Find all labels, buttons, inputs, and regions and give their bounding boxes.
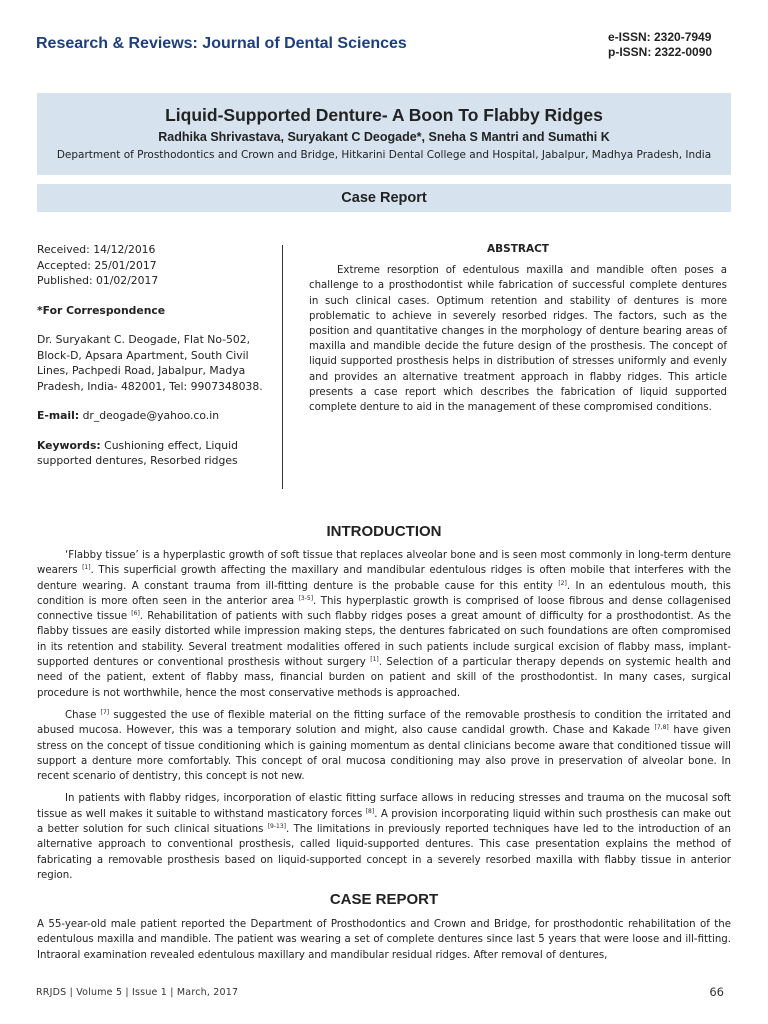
introduction-paragraph-1: ‘Flabby tissue’ is a hyperplastic growth of soft tissue that replaces alveolar bone and is seen most commonly in long-term denture wearers [1]. This superficial growth affecting the maxillary and mandibular edentulous ridges is often mobile that interferes with the denture wearing. A constant trauma from ill-fitting denture is the probable cause for this entity [2]. In an edentulous mouth, this condition is more often seen in the anterior area [3-5]. This hyperplastic growth is comprised of loose fibrous and dense collagenised connective tissue [6]. Rehabilitation of patients with such flabby ridges poses a great amount of difficulty for a prosthodontist. As the flabby tissues are easily distorted while impression making steps, the dentures fabricated on such foundations are often compromised in its retention and stability. Several treatment modalities offered in such patients include surgical excision of flabby mass, implant-supported dentures or conventional prosthesis without surgery [1]. Selection of a particular therapy depends on systemic health and need of the patient, extent of flabby mass, financial burden on patient and skill of the prosthodontist. In many cases, surgical procedure is not worthwhile, hence the most conservative methods is approached. <box>37 550 731 699</box>
correspondence-block <box>37 303 263 319</box>
keywords-block <box>37 438 263 469</box>
citation: [9-13] <box>267 823 287 831</box>
case-report-body <box>37 917 731 970</box>
email-block <box>37 408 263 424</box>
citation: [1] <box>82 564 91 572</box>
citation: [7,8] <box>654 724 669 732</box>
pissn: p-ISSN: 2322-0090 <box>608 45 713 59</box>
abstract-heading: ABSTRACT <box>487 243 549 255</box>
keywords-text: Cushioning effect, Liquid supported dentures, Resorbed ridges <box>37 438 238 467</box>
journal-title: Research & Reviews: Journal of Dental Sciences <box>36 35 407 52</box>
correspondence-address: Dr. Suryakant C. Deogade, Flat No-502, Block-D, Apsara Apartment, South Civil Lines, Pachpedi Road, Jabalpur, Madya Pradesh, India- 482001, Tel: 9907348038. <box>37 333 263 393</box>
case-report-heading: CASE REPORT <box>329 891 439 908</box>
abstract-text: Extreme resorption of edentulous maxilla and mandible often poses a challenge to a prosthodontist while fabrication of successful complete dentures in such clinical cases. Optimum retention and stability of dentures is more problematic to achieve in severely resorbed ridges. The factors, such as the position and quantitative changes in the morphology of denture bearing areas of maxilla and mandible decide the future design of the prosthesis. The concept of liquid supported prosthesis helps in distribution of stresses uniformly and evenly and provides an alternative treatment approach in flabby ridges. This article presents a case report which describes the fabrication of liquid supported complete denture to aid in the management of these compromised conditions. <box>309 265 727 414</box>
issn-block <box>608 30 728 60</box>
introduction-heading: INTRODUCTION <box>326 523 442 540</box>
citation: [1] <box>370 656 379 664</box>
introduction-body <box>37 548 731 890</box>
correspondence-label: *For Correspondence <box>37 303 166 317</box>
citation: [8] <box>365 807 375 815</box>
article-title: Liquid-Supported Denture- A Boon To Flabby Ridges <box>165 105 603 125</box>
title-box <box>37 93 731 175</box>
affiliation: Department of Prosthodontics and Crown and Bridge, Hitkarini Dental College and Hospital, Jabalpur, Madhya Pradesh, India <box>56 149 712 161</box>
citation: [6] <box>131 610 140 618</box>
citation: [3-5] <box>298 594 314 602</box>
published-date: Published: 01/02/2017 <box>37 274 159 287</box>
citation: [2] <box>558 579 567 587</box>
authors: Radhika Shrivastava, Suryakant C Deogade*, Sneha S Mantri and Sumathi K <box>158 130 610 144</box>
introduction-paragraph-2: Chase [7] suggested the use of flexible material on the fitting surface of the removable prosthesis to condition the irritated and abused mucosa. However, this was a temporary solution and might, also cause candidal growth. Chase and Kakade [7,8] have given stress on the concept of tissue conditioning which is gaining momentum as dental clinicians become aware that conditioned tissue will support a denture more comfortably. This concept of oral mucosa conditioning may also prove in preservation of alveolar bone. In recent scenario of dentistry, this concept is not new. <box>37 708 731 783</box>
email-address[interactable]: dr_deogade@yahoo.co.in <box>82 409 220 422</box>
article-info-column <box>37 242 263 483</box>
keywords-label: Keywords: <box>37 438 101 452</box>
abstract <box>309 242 727 415</box>
received-date: Received: 14/12/2016 <box>37 243 156 256</box>
email-label: E-mail: <box>37 409 80 422</box>
column-divider <box>282 245 283 489</box>
article-type: Case Report <box>341 190 427 206</box>
footer-citation: RRJDS | Volume 5 | Issue 1 | March, 2017 <box>36 987 239 998</box>
dates-block <box>37 242 263 289</box>
page-number: 66 <box>709 985 724 999</box>
accepted-date: Accepted: 25/01/2017 <box>37 258 157 272</box>
address-block <box>37 332 263 394</box>
introduction-paragraph-3: In patients with flabby ridges, incorporation of elastic fitting surface allows in reducing stresses and trauma on the mucosal soft tissue as well makes it suitable to withstand masticatory forces [8]. A provision incorporating liquid within such prosthesis can make out a better solution for such clinical situations [9-13]. The limitations in previously reported techniques have led to the introduction of an alternative approach to conventional prosthesis, called liquid-supported dentures. This case presentation explains the method of fabricating a removable prosthesis based on liquid-supported concept in a severely resorbed maxilla with flabby tissue in anterior region. <box>37 793 732 881</box>
eissn: e-ISSN: 2320-7949 <box>608 30 712 44</box>
citation: [7] <box>100 708 110 716</box>
case-report-paragraph-1: A 55-year-old male patient reported the Department of Prosthodontics and Crown and Bridge, for prosthodontic rehabilitation of the edentulous maxilla and mandible. The patient was wearing a set of complete dentures since last 5 years that were loose and ill-fitting. Intraoral examination revealed edentulous maxillary and mandibular residual ridges. After removal of dentures, <box>37 919 731 961</box>
article-type-box <box>37 184 731 212</box>
